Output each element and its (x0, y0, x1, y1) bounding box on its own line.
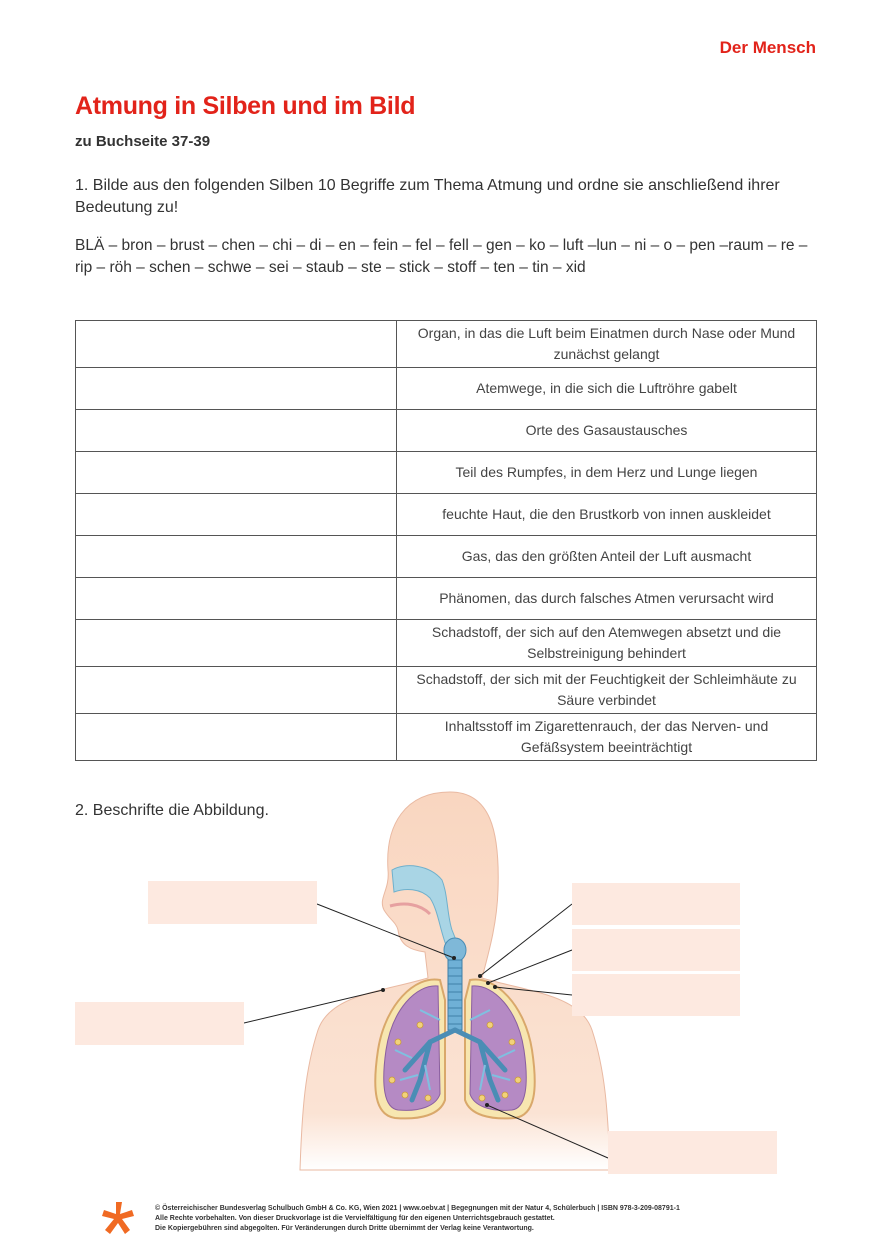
table-row (76, 368, 817, 410)
table-row (76, 620, 817, 667)
answer-cell[interactable] (76, 578, 397, 620)
page-title: Atmung in Silben und im Bild (75, 92, 416, 120)
footer (155, 1204, 680, 1234)
footer-line-2: Alle Rechte vorbehalten. Von dieser Druckvorlage ist die Vervielfältigung für den eigenen Unterrichtsgebrauch gestattet. (155, 1215, 555, 1222)
answer-cell[interactable] (76, 368, 397, 410)
respiratory-figure (0, 780, 890, 1180)
table-row (76, 410, 817, 452)
description-cell: Organ, in das die Luft beim Einatmen durch Nase oder Mund zunächst gelangt (397, 321, 817, 368)
footer-line-3: Die Kopiergebühren sind abgegolten. Für Veränderungen durch Dritte übernimmt der Verlag keine Verantwortung. (155, 1225, 534, 1232)
publisher-logo-icon (98, 1198, 138, 1238)
terms-table (75, 320, 817, 761)
footer-line-1: © Österreichischer Bundesverlag Schulbuch GmbH & Co. KG, Wien 2021 | www.oebv.at | Begegnungen mit der Natur 4, Schülerbuch | ISBN 978-3-209-08791-1 (155, 1205, 680, 1212)
table-row (76, 452, 817, 494)
description-cell: Gas, das den größten Anteil der Luft ausmacht (397, 536, 817, 578)
leader-line-3 (488, 950, 572, 983)
trachea (448, 960, 462, 1030)
answer-cell[interactable] (76, 536, 397, 578)
table-row (76, 536, 817, 578)
description-cell: Schadstoff, der sich auf den Atemwegen absetzt und die Selbstreinigung behindert (397, 620, 817, 667)
task2-instruction: 2. Beschrifte die Abbildung. (75, 802, 269, 819)
section-label: Der Mensch (719, 38, 816, 57)
label-box-3[interactable] (572, 929, 740, 971)
label-box-2[interactable] (572, 883, 740, 925)
answer-cell[interactable] (76, 410, 397, 452)
description-cell: Orte des Gasaustausches (397, 410, 817, 452)
table-row (76, 667, 817, 714)
answer-cell[interactable] (76, 667, 397, 714)
table-row (76, 714, 817, 761)
description-cell: Inhaltsstoff im Zigarettenrauch, der das Nerven- und Gefäßsystem beeinträchtigt (397, 714, 817, 761)
answer-cell[interactable] (76, 494, 397, 536)
answer-cell[interactable] (76, 714, 397, 761)
table-row (76, 578, 817, 620)
answer-cell[interactable] (76, 620, 397, 667)
description-cell: Atemwege, in die sich die Luftröhre gabelt (397, 368, 817, 410)
description-cell: Phänomen, das durch falsches Atmen verursacht wird (397, 578, 817, 620)
description-cell: Teil des Rumpfes, in dem Herz und Lunge liegen (397, 452, 817, 494)
label-box-4[interactable] (572, 974, 740, 1016)
label-box-5[interactable] (75, 1002, 244, 1045)
table-row (76, 321, 817, 368)
description-cell: Schadstoff, der sich mit der Feuchtigkeit der Schleimhäute zu Säure verbindet (397, 667, 817, 714)
answer-cell[interactable] (76, 321, 397, 368)
description-cell: feuchte Haut, die den Brustkorb von innen auskleidet (397, 494, 817, 536)
page-subtitle: zu Buchseite 37-39 (75, 133, 211, 150)
task1-instruction: 1. Bilde aus den folgenden Silben 10 Begriffe zum Thema Atmung und ordne sie anschließend ihrer Bedeutung zu! (75, 177, 780, 216)
answer-cell[interactable] (76, 452, 397, 494)
syllable-list: BLÄ – bron – brust – chen – chi – di – en – fein – fel – fell – gen – ko – luft –lun – ni – o – pen –raum – re – rip – röh – schen – schwe – sei – staub – ste – stick – stoff – ten – tin – xid (75, 237, 808, 276)
label-box-6[interactable] (608, 1131, 777, 1174)
table-row (76, 494, 817, 536)
label-box-1[interactable] (148, 881, 317, 924)
